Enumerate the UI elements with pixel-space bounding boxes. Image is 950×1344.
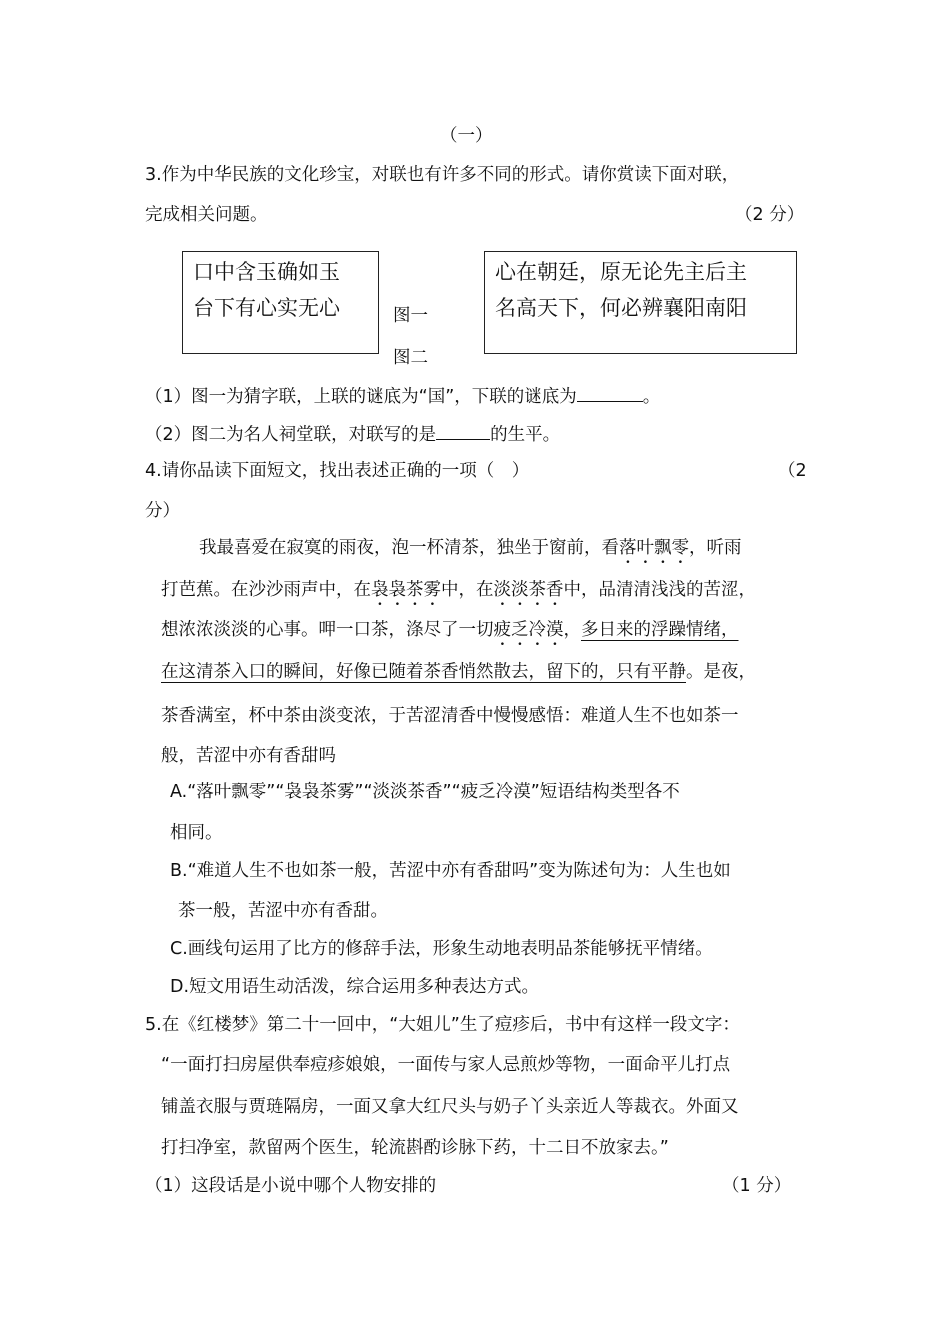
couplet-1-line1: 口中含玉确如玉: [193, 260, 340, 284]
option-c[interactable]: C.画线句运用了比方的修辞手法，形象生动地表明品茶能够抚平情绪。: [170, 939, 713, 959]
dotted-phrase: 淡淡茶香: [493, 580, 564, 600]
option-a-line2: 相同。: [170, 823, 223, 843]
figure-2-label: 图二: [393, 348, 428, 368]
couplet-1-line2: 台下有心实无心: [193, 296, 340, 320]
q3-sub2-end: 的生平。: [490, 425, 561, 445]
passage-text: 打芭蕉。在沙沙雨声中，在: [161, 580, 371, 600]
underlined-sentence: 多日来的浮躁情绪，: [581, 620, 739, 640]
dotted-phrase: 落叶飘零: [619, 538, 689, 558]
option-b-line1[interactable]: B.“难道人生不也如茶一般，苦涩中亦有香甜吗”变为陈述句为：人生也如: [170, 861, 731, 881]
q5-sub1: （1）这段话是小说中哪个人物安排的: [145, 1176, 437, 1196]
q3-sub1: [145, 383, 660, 409]
q4-line1: 4.请你品读下面短文，找出表述正确的一项（ ）: [145, 461, 530, 481]
passage-line5: 茶香满室，杯中茶由淡变浓，于苦涩清香中慢慢感悟：难道人生不也如茶一: [161, 706, 739, 726]
underlined-sentence: 在这清茶入口的瞬间，好像已随着茶香悄然散去，留下的，只有平静: [161, 662, 686, 682]
passage-text: 我最喜爱在寂寞的雨夜，泡一杯清茶，独坐于窗前，看: [199, 538, 619, 558]
section-header: （一）: [440, 126, 493, 146]
answer-blank-1[interactable]: [577, 383, 643, 402]
passage-line2: [161, 578, 756, 610]
couplet-2-line1: 心在朝廷，原无论先主后主: [495, 260, 747, 284]
q5-line1: 5.在《红楼梦》第二十一回中，“大姐儿”生了痘疹后，书中有这样一段文字：: [145, 1015, 740, 1035]
option-b-line2: 茶一般，苦涩中亦有香甜。: [178, 901, 388, 921]
option-a-line1[interactable]: A.“落叶飘零”“袅袅茶雾”“淡淡茶香”“疲乏冷漠”短语结构类型各不: [170, 782, 680, 802]
passage-text: 中，在: [441, 580, 494, 600]
figure-1-label: 图一: [393, 306, 428, 326]
q3-line2: 完成相关问题。: [145, 205, 268, 225]
q4-score-part2: 分）: [145, 501, 180, 521]
passage-text: 。是夜，: [686, 662, 756, 682]
passage-text: ，听雨: [689, 538, 742, 558]
dotted-phrase: 疲乏冷漠: [493, 620, 564, 640]
q4-score-part1: （2: [778, 461, 807, 481]
passage-line6: 般，苦涩中亦有香甜吗: [161, 746, 336, 766]
q5-quote-line2: 铺盖衣服与贾琏隔房，一面又拿大红尺头与奶子丫头亲近人等裁衣。外面又: [161, 1097, 739, 1117]
passage-line1: [199, 536, 742, 568]
dotted-phrase: 袅袅茶雾: [371, 580, 441, 600]
passage-text: ，: [563, 620, 581, 640]
q5-quote-line3: 打扫净室，款留两个医生，轮流斟酌诊脉下药，十二日不放家去。”: [161, 1138, 669, 1158]
q3-sub1-text: （1）图一为猜字联，上联的谜底为“国”，下联的谜底为: [145, 387, 577, 407]
passage-text: 中，品清清浅浅的苦涩，: [563, 580, 756, 600]
q5-quote-line1: “一面打扫房屋供奉痘疹娘娘，一面传与家人忌煎炒等物，一面命平儿打点: [161, 1055, 731, 1075]
passage-line3: [161, 618, 739, 650]
passage-text: 想浓浓淡淡的心事。呷一口茶，涤尽了一切: [161, 620, 494, 640]
passage-line4: [161, 660, 756, 684]
answer-blank-2[interactable]: [436, 421, 490, 440]
couplet-figure-2: [484, 251, 797, 354]
q3-line1: 3.作为中华民族的文化珍宝，对联也有许多不同的形式。请你赏读下面对联，: [145, 165, 740, 185]
couplet-figure-1: [182, 251, 379, 354]
q5-sub1-score: （1 分）: [722, 1176, 792, 1196]
q3-sub2: [145, 421, 560, 447]
couplet-2-line2: 名高天下，何必辨襄阳南阳: [495, 296, 747, 320]
option-d[interactable]: D.短文用语生动活泼，综合运用多种表达方式。: [170, 977, 540, 997]
q3-sub2-text: （2）图二为名人祠堂联，对联写的是: [145, 425, 437, 445]
q3-score: （2 分）: [735, 205, 805, 225]
q3-sub1-end: 。: [642, 387, 661, 407]
